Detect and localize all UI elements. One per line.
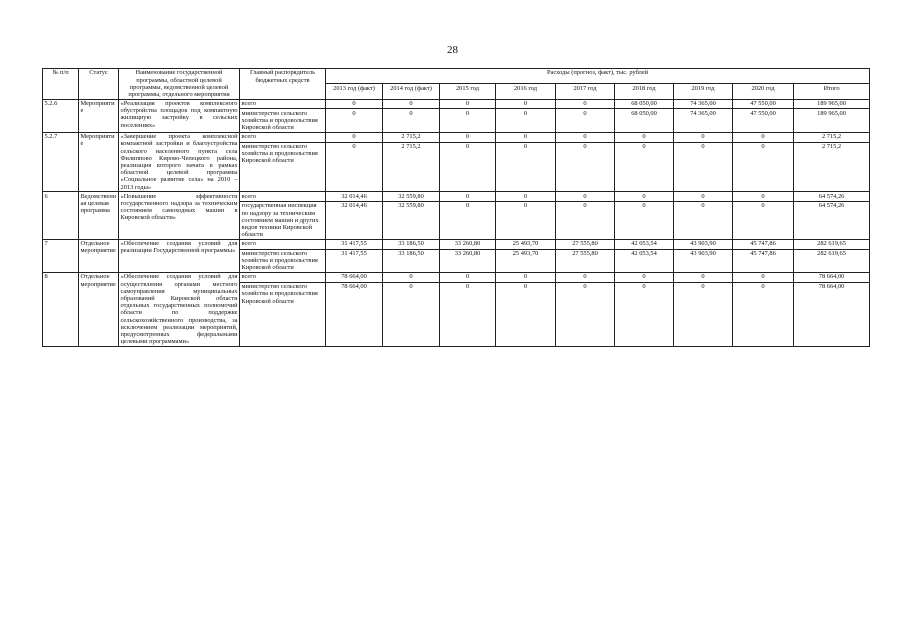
row-year-value: 0 [733, 142, 794, 192]
budget-table [42, 68, 870, 347]
row-year-value: 25 493,70 [496, 249, 556, 272]
row-year-value: 78 664,00 [326, 282, 383, 346]
row-name: «Обеспечение создания условий для реализации Государственной программы» [119, 239, 240, 272]
row-year-value: 25 493,70 [496, 239, 556, 249]
row-year-value: 0 [615, 132, 674, 142]
row-total-value: 64 574,26 [794, 192, 870, 202]
row-year-value: 32 559,80 [383, 192, 440, 202]
row-year-value: 0 [733, 272, 794, 282]
row-year-value: 0 [440, 109, 496, 132]
row-name: «Повышение эффективности государственного надзора за техническим состоянием самоходных машин в Кировской области» [119, 192, 240, 240]
header-year: 2019 год [674, 84, 733, 99]
row-year-value: 0 [733, 201, 794, 239]
row-year-value: 32 559,80 [383, 201, 440, 239]
row-year-value: 0 [440, 192, 496, 202]
row-year-value: 0 [615, 201, 674, 239]
row-year-value: 0 [440, 142, 496, 192]
row-executor: государственная инспекция по надзору за техническим состоянием машин и других видов техники Кировской области [240, 201, 326, 239]
row-year-value: 0 [733, 282, 794, 346]
row-year-value: 33 260,80 [440, 249, 496, 272]
row-year-value: 74 365,00 [674, 109, 733, 132]
row-total-value: 2 715,2 [794, 142, 870, 192]
row-year-value: 0 [556, 282, 615, 346]
row-year-value: 0 [496, 142, 556, 192]
row-year-value: 31 417,55 [326, 239, 383, 249]
row-status: Мероприятие [79, 99, 119, 132]
row-total-value: 282 619,65 [794, 239, 870, 249]
row-year-value: 0 [615, 282, 674, 346]
row-year-value: 33 186,50 [383, 249, 440, 272]
row-number: 8 [43, 272, 79, 346]
header-year: 2015 год [440, 84, 496, 99]
header-num: № п/п [43, 69, 79, 100]
header-expenses: Расходы (прогноз, факт), тыс. рублей [326, 69, 870, 84]
header-name: Наименование государственной программы, областной целевой программы, ведомственной целевой программы, отдельного мероприятия [119, 69, 240, 100]
header-year: 2020 год [733, 84, 794, 99]
row-year-value: 33 186,50 [383, 239, 440, 249]
row-year-value: 0 [440, 272, 496, 282]
row-year-value: 68 050,00 [615, 99, 674, 109]
row-year-value: 0 [383, 99, 440, 109]
row-year-value: 0 [615, 272, 674, 282]
row-status: Мероприятие [79, 132, 119, 191]
row-year-value: 0 [733, 192, 794, 202]
table-row [43, 272, 870, 282]
row-total-value: 282 619,65 [794, 249, 870, 272]
row-year-value: 0 [674, 201, 733, 239]
row-year-value: 45 747,86 [733, 249, 794, 272]
row-name: «Обеспечение создания условий для осуществления органами местного самоуправления муниципальных образований Кировской области отдельных государственных полномочий области по поддержке сельскохозяйственного производства, за исключением реализации мероприятий, предусмотренных федеральными целевыми программами» [120, 273, 238, 346]
row-total-value: 189 965,00 [794, 99, 870, 109]
row-executor: министерство сельского хозяйства и продовольствия Кировской области [240, 142, 326, 192]
row-year-value: 0 [326, 109, 383, 132]
row-year-value: 0 [326, 132, 383, 142]
row-year-value: 0 [674, 272, 733, 282]
row-year-value: 0 [674, 192, 733, 202]
table-row [43, 192, 870, 202]
row-executor: всего [240, 99, 326, 109]
row-executor: министерство сельского хозяйства и продовольствия Кировской области [240, 109, 326, 132]
row-status: Отдельное мероприятие [79, 239, 119, 272]
row-number: 7 [43, 239, 79, 272]
row-year-value: 0 [556, 99, 615, 109]
row-year-value: 0 [556, 142, 615, 192]
row-year-value: 0 [556, 132, 615, 142]
row-year-value: 0 [733, 132, 794, 142]
header-year: 2018 год [615, 84, 674, 99]
row-year-value: 78 664,00 [326, 272, 383, 282]
row-year-value: 45 747,86 [733, 239, 794, 249]
row-year-value: 0 [615, 192, 674, 202]
table-row [43, 132, 870, 142]
row-year-value: 43 903,90 [674, 239, 733, 249]
row-year-value: 0 [440, 201, 496, 239]
row-year-value: 0 [615, 142, 674, 192]
page-number: 28 [447, 44, 458, 56]
row-executor: всего [240, 272, 326, 282]
row-year-value: 0 [383, 109, 440, 132]
row-name: «Реализация проектов комплексного обустройства площадок под компактную жилищную застройку в сельских поселениях» [119, 99, 240, 132]
row-total-value: 2 715,2 [794, 132, 870, 142]
row-name: «Завершение проекта комплексной компактной застройки и благоустройства сельского населенного пункта села Филиппово Кирово-Чепецкого района, реализация которого начата в рамках областной целевой программы «Социальное развитие села» на 2010 – 2013 годы» [120, 133, 238, 191]
row-year-value: 0 [326, 99, 383, 109]
row-executor: министерство сельского хозяйства и продовольствия Кировской области [240, 249, 326, 272]
row-executor: всего [240, 192, 326, 202]
row-year-value: 0 [496, 99, 556, 109]
row-year-value: 0 [440, 282, 496, 346]
header-year: 2014 год (факт) [383, 84, 440, 99]
row-year-value: 42 053,54 [615, 249, 674, 272]
row-year-value: 47 550,00 [733, 109, 794, 132]
row-year-value: 0 [674, 142, 733, 192]
row-year-value: 32 014,46 [326, 192, 383, 202]
row-year-value: 33 260,80 [440, 239, 496, 249]
row-year-value: 2 715,2 [383, 132, 440, 142]
row-year-value: 31 417,55 [326, 249, 383, 272]
row-total-value: 78 664,00 [794, 282, 870, 346]
row-year-value: 0 [556, 201, 615, 239]
table-row [43, 239, 870, 249]
row-total-value: 189 965,00 [794, 109, 870, 132]
row-year-value: 0 [556, 109, 615, 132]
row-year-value: 42 053,54 [615, 239, 674, 249]
row-year-value: 0 [383, 282, 440, 346]
row-year-value: 0 [496, 109, 556, 132]
row-year-value: 0 [496, 132, 556, 142]
table-row [43, 99, 870, 109]
row-year-value: 0 [674, 282, 733, 346]
row-year-value: 47 550,00 [733, 99, 794, 109]
row-year-value: 68 050,00 [615, 109, 674, 132]
row-year-value: 0 [440, 132, 496, 142]
row-total-value: 78 664,00 [794, 272, 870, 282]
row-number: 5.2.7 [43, 132, 79, 191]
row-status: Ведомственная целевая программа [79, 192, 119, 240]
header-row-top [43, 69, 870, 84]
row-year-value: 2 715,2 [383, 142, 440, 192]
row-year-value: 0 [556, 192, 615, 202]
header-year: 2016 год [496, 84, 556, 99]
row-year-value: 0 [326, 142, 383, 192]
row-year-value: 27 555,80 [556, 239, 615, 249]
row-year-value: 0 [496, 192, 556, 202]
header-year: 2017 год [556, 84, 615, 99]
row-executor: министерство сельского хозяйства и продовольствия Кировской области [240, 282, 326, 346]
table-body [43, 99, 870, 346]
row-year-value: 32 014,46 [326, 201, 383, 239]
header-status: Статус [79, 69, 119, 100]
row-year-value: 0 [556, 272, 615, 282]
row-year-value: 74 365,00 [674, 99, 733, 109]
row-year-value: 27 555,80 [556, 249, 615, 272]
row-number: 6 [43, 192, 79, 240]
row-year-value: 0 [383, 272, 440, 282]
row-status: Отдельное мероприятие [79, 272, 119, 346]
row-year-value: 0 [496, 272, 556, 282]
row-year-value: 0 [496, 282, 556, 346]
row-year-value: 43 903,90 [674, 249, 733, 272]
header-executor: Главный распорядитель бюджетных средств [240, 69, 326, 100]
row-executor: всего [240, 239, 326, 249]
row-number: 5.2.6 [43, 99, 79, 132]
header-total: Итого [794, 84, 870, 99]
header-year: 2013 год (факт) [326, 84, 383, 99]
row-year-value: 0 [496, 201, 556, 239]
row-year-value: 0 [440, 99, 496, 109]
row-executor: всего [240, 132, 326, 142]
row-total-value: 64 574,26 [794, 201, 870, 239]
row-year-value: 0 [674, 132, 733, 142]
